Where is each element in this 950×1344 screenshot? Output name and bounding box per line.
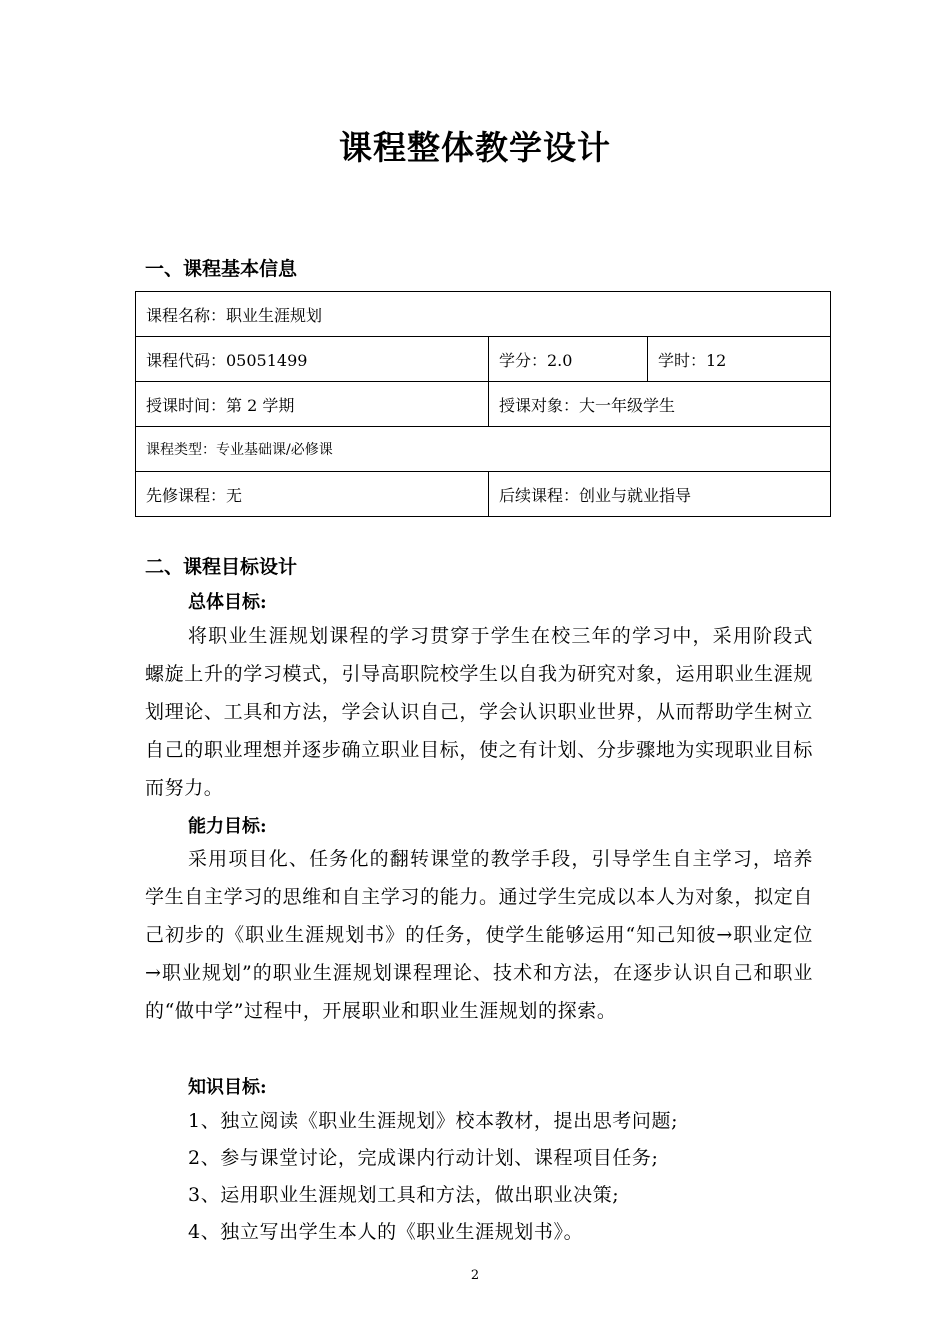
ability-goal-heading: 能力目标: xyxy=(188,816,267,837)
table-row xyxy=(136,472,831,517)
table-row xyxy=(136,292,831,337)
overall-goal-heading: 总体目标: xyxy=(188,592,267,613)
list-item: 1、独立阅读《职业生涯规划》校本教材，提出思考问题; xyxy=(188,1110,679,1132)
course-type-cell: 课程类型：专业基础课/必修课 xyxy=(136,427,831,472)
page-number: 2 xyxy=(470,1268,480,1283)
table-row xyxy=(136,382,831,427)
list-item: 4、独立写出学生本人的《职业生涯规划书》。 xyxy=(188,1221,584,1243)
hours-cell: 学时：12 xyxy=(648,337,831,382)
list-item: 3、运用职业生涯规划工具和方法，做出职业决策; xyxy=(188,1184,620,1206)
knowledge-goal-heading: 知识目标: xyxy=(188,1077,267,1098)
followup-cell: 后续课程：创业与就业指导 xyxy=(489,472,831,517)
table-row xyxy=(136,427,831,472)
credits-cell: 学分：2.0 xyxy=(489,337,648,382)
course-info-table xyxy=(135,291,831,517)
prerequisite-cell: 先修课程：无 xyxy=(136,472,489,517)
list-item: 2、参与课堂讨论，完成课内行动计划、课程项目任务; xyxy=(188,1147,659,1169)
overall-goal-text: 将职业生涯规划课程的学习贯穿于学生在校三年的学习中，采用阶段式螺旋上升的学习模式，引导高职院校学生以自我为研究对象，运用职业生涯规划理论、工具和方法，学会认识自己，学会认识职业世界，从而帮助学生树立自己的职业理想并逐步确立职业目标，使之有计划、分步骤地为实现职业目标而努力。 xyxy=(145,625,813,799)
course-name-cell: 课程名称：职业生涯规划 xyxy=(136,292,831,337)
ability-goal-text: 采用项目化、任务化的翻转课堂的教学手段，引导学生自主学习，培养学生自主学习的思维和自主学习的能力。通过学生完成以本人为对象，拟定自己初步的《职业生涯规划书》的任务，使学生能够运用“知己知彼→职业定位→职业规划”的职业生涯规划课程理论、技术和方法，在逐步认识自己和职业的“做中学”过程中，开展职业和职业生涯规划的探索。 xyxy=(145,848,813,1022)
section-heading-objectives: 二、课程目标设计 xyxy=(145,556,298,578)
section-heading-basic-info: 一、课程基本信息 xyxy=(145,258,298,280)
table-row xyxy=(136,337,831,382)
teaching-time-cell: 授课时间：第 2 学期 xyxy=(136,382,489,427)
page-title: 课程整体教学设计 xyxy=(339,128,611,167)
course-code-cell: 课程代码：05051499 xyxy=(136,337,489,382)
audience-cell: 授课对象：大一年级学生 xyxy=(489,382,831,427)
